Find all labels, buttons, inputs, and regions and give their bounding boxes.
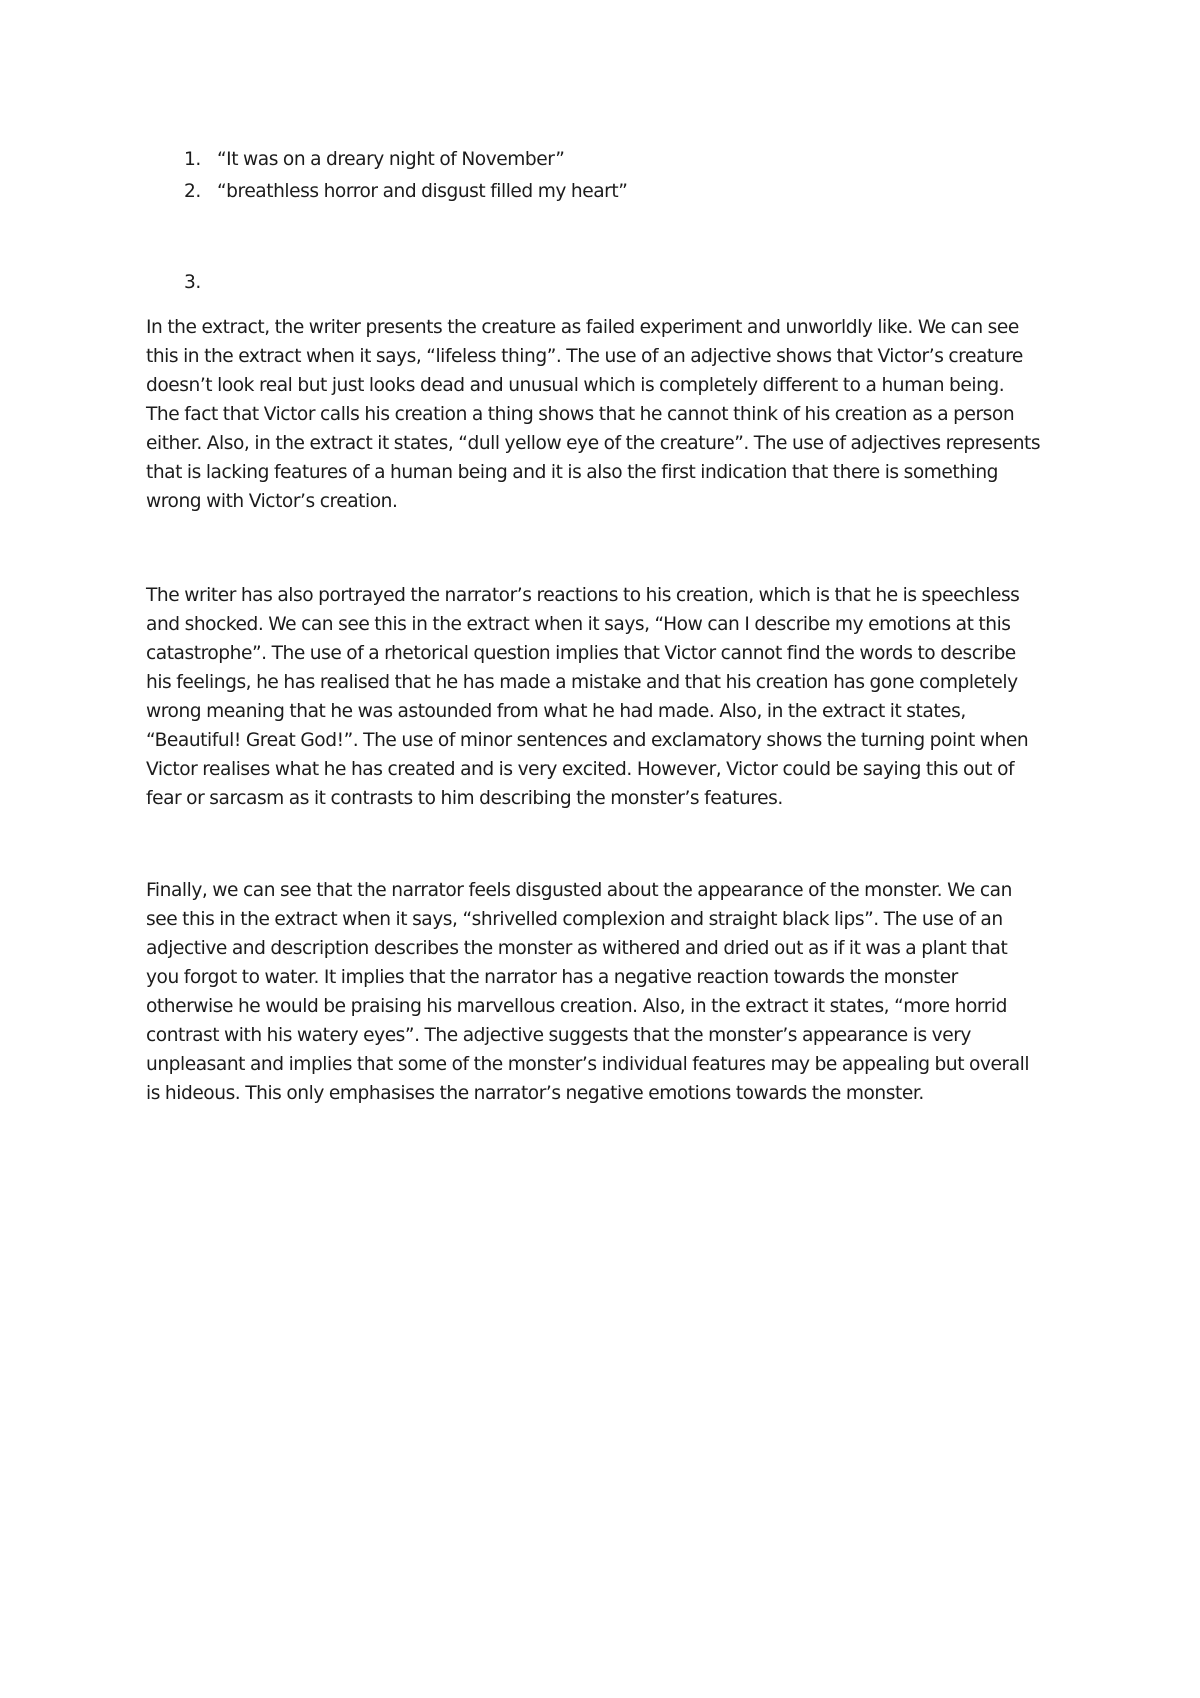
list-number: 2. <box>184 181 201 202</box>
paragraph-line: unpleasant and implies that some of the monster’s individual features may be appealing but overall <box>146 1054 1030 1075</box>
paragraph-line: is hideous. This only emphasises the narrator’s negative emotions towards the monster. <box>146 1083 924 1104</box>
paragraph-line: adjective and description describes the monster as withered and dried out as if it was a plant that <box>146 938 1008 959</box>
paragraph-line: catastrophe”. The use of a rhetorical question implies that Victor cannot find the words to describe <box>146 643 1016 664</box>
paragraph-line: see this in the extract when it says, “shrivelled complexion and straight black lips”. The use of an <box>146 909 1003 930</box>
list-number: 1. <box>184 149 201 170</box>
paragraph-line: wrong with Victor’s creation. <box>146 491 398 512</box>
paragraph-line: otherwise he would be praising his marvellous creation. Also, in the extract it states, “more horrid <box>146 996 1007 1017</box>
paragraph-line: either. Also, in the extract it states, “dull yellow eye of the creature”. The use of adjectives represents <box>146 433 1041 454</box>
paragraph-narrator-disgust <box>146 876 1076 1108</box>
paragraph-line: Victor realises what he has created and is very excited. However, Victor could be saying this out of <box>146 759 1015 780</box>
paragraph-line: and shocked. We can see this in the extract when it says, “How can I describe my emotions at this <box>146 614 1011 635</box>
paragraph-line: doesn’t look real but just looks dead and unusual which is completely different to a human being. <box>146 375 1005 396</box>
paragraph-line: The fact that Victor calls his creation a thing shows that he cannot think of his creation as a person <box>146 404 1015 425</box>
paragraph-line: “Beautiful! Great God!”. The use of minor sentences and exclamatory shows the turning point when <box>146 730 1029 751</box>
paragraph-line: his feelings, he has realised that he has made a mistake and that his creation has gone completely <box>146 672 1018 693</box>
paragraph-line: The writer has also portrayed the narrator’s reactions to his creation, which is that he is speechless <box>146 585 1020 606</box>
paragraph-narrator-reactions <box>146 581 1076 813</box>
paragraph-line: that is lacking features of a human being and it is also the first indication that there is something <box>146 462 999 483</box>
paragraph-line: contrast with his watery eyes”. The adjective suggests that the monster’s appearance is very <box>146 1025 971 1046</box>
paragraph-line: fear or sarcasm as it contrasts to him describing the monster’s features. <box>146 788 783 809</box>
paragraph-line: Finally, we can see that the narrator feels disgusted about the appearance of the monster. We can <box>146 880 1012 901</box>
paragraph-line: In the extract, the writer presents the creature as failed experiment and unworldly like. We can see <box>146 317 1019 338</box>
paragraph-line: wrong meaning that he was astounded from what he had made. Also, in the extract it states, <box>146 701 966 722</box>
paragraph-line: this in the extract when it says, “lifeless thing”. The use of an adjective shows that Victor’s creature <box>146 346 1023 367</box>
list-number: 3. <box>184 272 201 293</box>
list-text: “It was on a dreary night of November” <box>217 149 565 170</box>
paragraph-line: you forgot to water. It implies that the narrator has a negative reaction towards the monster <box>146 967 958 988</box>
paragraph-creature-presentation <box>146 313 1076 516</box>
list-text: “breathless horror and disgust filled my heart” <box>217 181 628 202</box>
